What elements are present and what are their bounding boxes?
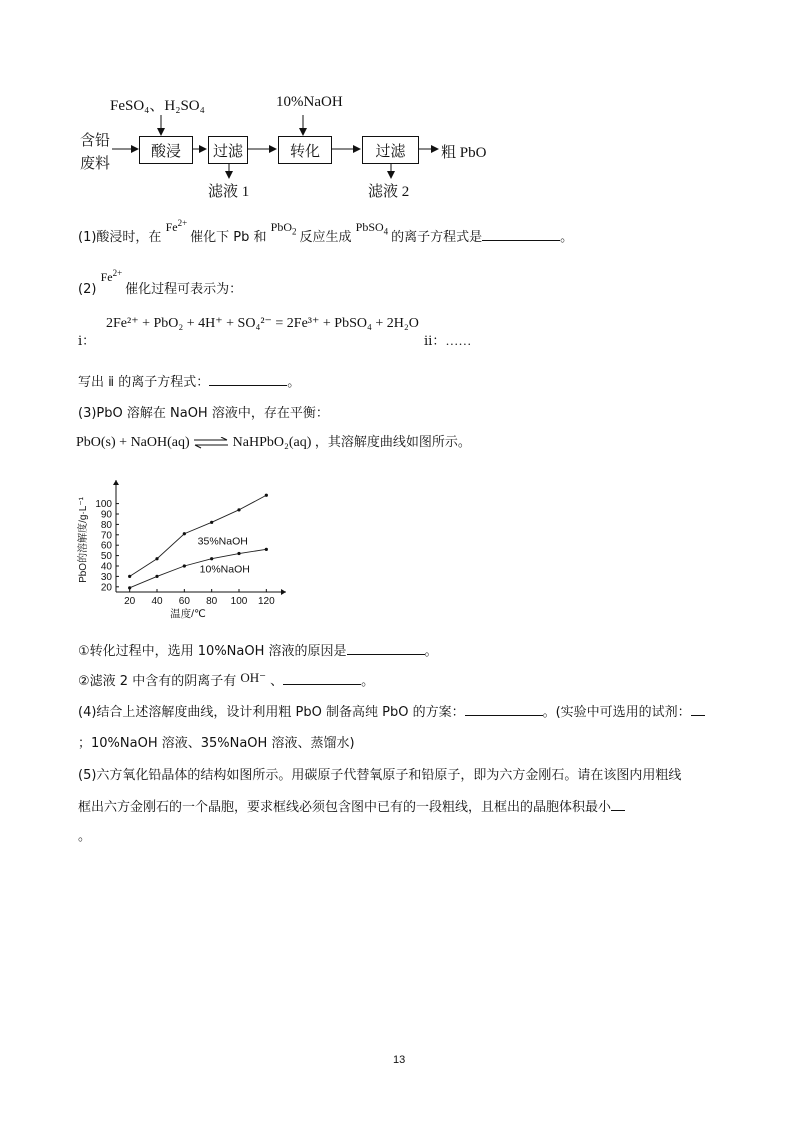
q3-prefix: (3)PbO 溶解在 NaOH 溶液中，存在平衡： bbox=[78, 406, 329, 421]
q3-sub1-blank[interactable] bbox=[347, 654, 425, 655]
q2-fe: Fe bbox=[100, 270, 113, 284]
data-point bbox=[183, 532, 186, 535]
flow-step-acid-leach: 酸浸 bbox=[139, 136, 193, 164]
q3-sub2-prefix: ②滤液 2 中含有的阴离子有 bbox=[78, 674, 237, 689]
y-tick-label: 100 bbox=[95, 499, 112, 511]
q3-sub2-sep: 、 bbox=[270, 674, 284, 689]
q1-mid2: 反应生成 bbox=[299, 230, 352, 245]
q2-text: 催化过程可表示为： bbox=[125, 282, 243, 297]
flow-step-filter-2: 过滤 bbox=[362, 136, 419, 164]
q2-ii-label: ⅱ：…… bbox=[424, 333, 472, 348]
q3-sub2 bbox=[78, 670, 374, 689]
y-axis-arrow-icon bbox=[113, 480, 119, 485]
q3-sub2-blank[interactable] bbox=[283, 684, 361, 685]
data-point bbox=[128, 575, 131, 578]
q3-sub1-end: 。 bbox=[424, 644, 438, 659]
q1-prefix: (1)酸浸时，在 bbox=[78, 230, 162, 245]
x-tick-label: 60 bbox=[178, 596, 190, 607]
q5-line1: (5)六方氧化铅晶体的结构如图所示。用碳原子代替氧原子和铅原子，即为六方金刚石。请在该图内用粗线 bbox=[78, 768, 682, 783]
question-4-line1 bbox=[78, 701, 705, 720]
q4-reagent-blank[interactable] bbox=[691, 715, 705, 716]
q5-line2-wrap bbox=[78, 796, 625, 815]
flow-filtrate-1: 滤液 1 bbox=[208, 184, 250, 200]
x-tick-label: 20 bbox=[124, 596, 136, 607]
flow-output: 粗 PbO bbox=[441, 145, 487, 161]
q4-answer-blank[interactable] bbox=[465, 715, 543, 716]
q2-write-ii-text: 写出 ⅱ 的离子方程式： bbox=[78, 375, 210, 390]
q5-line3: 。 bbox=[78, 829, 92, 844]
flow-step-filter-1: 过滤 bbox=[208, 136, 248, 164]
q5-line2: 框出六方金刚石的一个晶胞，要求框线必须包含图中已有的一段粗线，且框出的晶胞体积最小 bbox=[78, 800, 612, 815]
flow-step-convert: 转化 bbox=[278, 136, 332, 164]
y-axis-label: PbO的溶解度/g·L⁻¹ bbox=[78, 497, 89, 583]
q2-end: 。 bbox=[287, 375, 301, 390]
series-label: 10%NaOH bbox=[199, 563, 250, 576]
data-point bbox=[155, 557, 158, 560]
data-point bbox=[183, 564, 186, 567]
q1-pbso4-sub: 4 bbox=[383, 226, 389, 237]
solubility-chart bbox=[68, 480, 288, 620]
flow-filtrate-2: 滤液 2 bbox=[368, 184, 410, 200]
q2-answer-blank[interactable] bbox=[209, 385, 287, 386]
q4-line1-end: 。(实验中可选用的试剂： bbox=[542, 705, 691, 720]
y-tick-label: 70 bbox=[100, 530, 112, 542]
page-number: 13 bbox=[393, 1054, 406, 1066]
x-tick-label: 40 bbox=[151, 596, 163, 607]
q2-write-ii bbox=[78, 371, 300, 390]
y-tick-label: 30 bbox=[100, 571, 112, 583]
q3-sub1 bbox=[78, 640, 438, 659]
q2-equation-i: 2Fe²⁺ + PbO₂ + 4H⁺ + SO₄²⁻ = 2Fe³⁺ + PbSO₄ + 2H₂O bbox=[106, 316, 419, 331]
x-tick-label: 120 bbox=[257, 596, 275, 607]
q2-fe-charge: 2+ bbox=[112, 268, 123, 278]
chart-ticks bbox=[95, 499, 275, 607]
data-point bbox=[210, 557, 213, 560]
data-point bbox=[155, 575, 158, 578]
q3-sub2-end: 。 bbox=[361, 674, 375, 689]
x-axis-arrow-icon bbox=[281, 589, 286, 595]
q1-mid1: 催化下 Pb 和 bbox=[190, 230, 267, 245]
q1-answer-blank[interactable] bbox=[482, 240, 560, 241]
q3-equation-left: PbO(s) + NaOH(aq) bbox=[76, 435, 190, 450]
data-point bbox=[237, 552, 240, 555]
q1-pbso4: PbSO bbox=[355, 220, 384, 234]
q4-line2: ；10%NaOH 溶液、35%NaOH 溶液、蒸馏水) bbox=[78, 736, 355, 751]
question-2 bbox=[78, 268, 243, 297]
x-axis-label: 温度/℃ bbox=[170, 608, 206, 620]
flow-input-line1: 含铅 bbox=[80, 133, 111, 149]
data-point bbox=[265, 494, 268, 497]
y-tick-label: 40 bbox=[100, 561, 112, 573]
flow-input-line2: 废料 bbox=[80, 156, 111, 172]
q4-line1: (4)结合上述溶解度曲线，设计利用粗 PbO 制备高纯 PbO 的方案： bbox=[78, 705, 465, 720]
q1-pbo2-sub: 2 bbox=[291, 226, 297, 237]
equilibrium-arrow-icon bbox=[193, 437, 229, 449]
q3-equation-right: NaHPbO₂(aq) bbox=[232, 435, 312, 450]
q2-i-label: ⅰ： bbox=[78, 333, 96, 348]
y-tick-label: 80 bbox=[100, 519, 112, 531]
data-point bbox=[128, 586, 131, 589]
y-tick-label: 60 bbox=[100, 540, 112, 552]
y-tick-label: 50 bbox=[100, 551, 112, 563]
q3-equation bbox=[76, 431, 471, 451]
y-tick-label: 20 bbox=[100, 582, 112, 594]
q3-sub2-ion: OH⁻ bbox=[240, 670, 266, 685]
q1-fe-charge: 2+ bbox=[177, 218, 188, 228]
flow-reagent-2: 10%NaOH bbox=[276, 94, 343, 110]
q1-fe: Fe bbox=[165, 220, 178, 234]
q3-sub1-text: ①转化过程中，选用 10%NaOH 溶液的原因是 bbox=[78, 644, 347, 659]
q3-suffix: ，其溶解度曲线如图所示。 bbox=[314, 435, 471, 450]
q2-prefix: (2) bbox=[78, 282, 97, 297]
question-1 bbox=[78, 218, 574, 246]
x-tick-label: 100 bbox=[230, 596, 248, 607]
q1-end: 。 bbox=[560, 230, 574, 245]
data-point bbox=[237, 508, 240, 511]
q5-answer-blank[interactable] bbox=[611, 810, 625, 811]
flow-reagent-1: FeSO₄、H₂SO₄ bbox=[110, 98, 205, 114]
series-label: 35%NaOH bbox=[197, 535, 248, 548]
y-tick-label: 90 bbox=[100, 509, 112, 521]
data-point bbox=[210, 521, 213, 524]
x-tick-label: 80 bbox=[206, 596, 218, 607]
q1-suffix: 的离子方程式是 bbox=[391, 230, 483, 245]
q1-pbo2: PbO bbox=[270, 220, 292, 234]
data-point bbox=[265, 548, 268, 551]
